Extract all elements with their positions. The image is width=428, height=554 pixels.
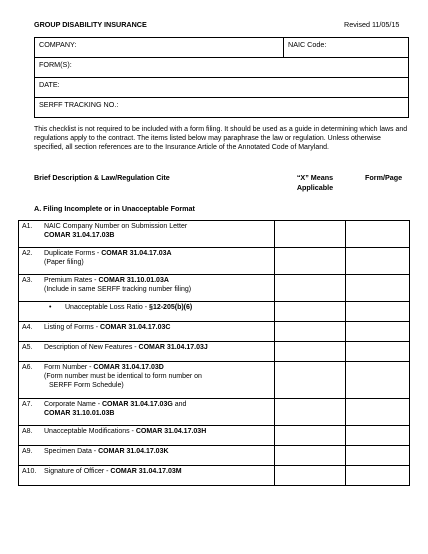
forms-field[interactable]: FORM(S):	[35, 58, 409, 78]
item-description	[19, 466, 275, 486]
applicable-cell[interactable]	[275, 221, 346, 248]
table-row	[19, 275, 410, 302]
table-row	[19, 322, 410, 342]
applicable-cell[interactable]	[275, 446, 346, 466]
item-note: (Form number must be identical to form number on	[44, 372, 202, 380]
serff-tracking-field[interactable]: SERFF TRACKING NO.:	[35, 98, 409, 118]
item-text: Specimen Data -	[44, 448, 99, 455]
item-cite: COMAR 31.04.17.03H	[135, 428, 207, 435]
company-field[interactable]: COMPANY:	[35, 38, 284, 58]
table-row	[19, 466, 410, 486]
item-number: A6.	[22, 364, 33, 371]
intro-paragraph: This checklist is not required to be included with a form filing. It should be used as a guide in determining which laws and regulations apply to the contract. The items listed below may paraphrase the law or regulation. Unless otherwise specified, all section references are to the Insurance Article of the Annotated Code of Maryland.	[34, 126, 408, 152]
table-row	[19, 426, 410, 446]
item-text: Signature of Officer -	[44, 468, 111, 475]
applicable-cell[interactable]	[275, 399, 346, 426]
form-page-cell[interactable]	[346, 342, 410, 362]
applicable-cell[interactable]	[275, 322, 346, 342]
filing-info-table	[34, 37, 409, 118]
item-text: Unacceptable Modifications -	[44, 428, 136, 435]
applicable-cell[interactable]	[275, 275, 346, 302]
item-cite: §12-205(b)(6)	[149, 304, 193, 311]
item-number: A3.	[22, 277, 33, 284]
table-row	[19, 248, 410, 275]
form-page-cell[interactable]	[346, 275, 410, 302]
revision-date: Revised 11/05/15	[344, 20, 400, 29]
item-number: A2.	[22, 250, 33, 257]
item-description	[19, 399, 275, 426]
bullet-icon: •	[49, 304, 52, 311]
table-row	[19, 399, 410, 426]
table-row	[19, 221, 410, 248]
item-text: NAIC Company Number on Submission Letter	[44, 223, 188, 230]
applicable-cell[interactable]	[275, 342, 346, 362]
naic-code-field[interactable]: NAIC Code:	[284, 38, 409, 58]
item-cite: COMAR 31.04.17.03A	[101, 250, 172, 257]
item-number: A1.	[22, 223, 33, 230]
document-title: GROUP DISABILITY INSURANCE	[34, 20, 147, 29]
item-note: (Paper filing)	[44, 258, 84, 266]
item-number: A9.	[22, 448, 33, 455]
item-number: A5.	[22, 344, 33, 351]
date-field[interactable]: DATE:	[35, 78, 409, 98]
form-page-cell[interactable]	[346, 446, 410, 466]
form-page-cell[interactable]	[346, 248, 410, 275]
applicable-cell[interactable]	[275, 302, 346, 322]
form-page-cell[interactable]	[346, 466, 410, 486]
x-means-line: “X” Means	[296, 173, 334, 182]
applicable-line: Applicable	[296, 183, 334, 192]
table-row	[19, 302, 410, 322]
form-page-cell[interactable]	[346, 302, 410, 322]
item-conjunction: and	[172, 401, 187, 408]
item-text: Description of New Features -	[44, 344, 139, 351]
applicable-cell[interactable]	[275, 362, 346, 399]
item-text: Unacceptable Loss Ratio -	[65, 304, 150, 311]
item-cite-secondary: COMAR 31.10.01.03B	[44, 409, 115, 417]
form-page-cell[interactable]	[346, 399, 410, 426]
item-cite: COMAR 31.10.01.03A	[98, 277, 169, 284]
form-page-cell[interactable]	[346, 426, 410, 446]
item-description	[19, 302, 275, 322]
applicable-cell[interactable]	[275, 466, 346, 486]
item-text: Form Number -	[44, 364, 94, 371]
table-row	[19, 446, 410, 466]
item-cite: COMAR 31.04.17.03G	[101, 401, 173, 408]
table-row	[19, 362, 410, 399]
item-description	[19, 275, 275, 302]
form-page-cell[interactable]	[346, 221, 410, 248]
item-description	[19, 322, 275, 342]
item-text: Premium Rates -	[44, 277, 99, 284]
item-description	[19, 426, 275, 446]
item-cite: COMAR 31.04.17.03K	[98, 448, 169, 455]
item-note: (Include in same SERFF tracking number filing)	[44, 285, 192, 293]
form-page-cell[interactable]	[346, 322, 410, 342]
item-text: Corporate Name -	[44, 401, 102, 408]
item-cite: COMAR 31.04.17.03C	[100, 324, 171, 331]
form-page-column-header: Form/Page	[365, 173, 403, 182]
item-description	[19, 221, 275, 248]
item-number: A7.	[22, 401, 33, 408]
item-description	[19, 362, 275, 399]
item-description	[19, 342, 275, 362]
item-text: Duplicate Forms -	[44, 250, 102, 257]
description-column-header: Brief Description & Law/Regulation Cite	[34, 173, 170, 182]
item-cite: COMAR 31.04.17.03D	[93, 364, 164, 371]
applicable-cell[interactable]	[275, 426, 346, 446]
item-note-continued: SERFF Form Schedule)	[49, 381, 124, 389]
item-cite: COMAR 31.04.17.03J	[138, 344, 208, 351]
item-text: Listing of Forms -	[44, 324, 101, 331]
item-number: A4.	[22, 324, 33, 331]
checklist-table	[18, 220, 410, 486]
item-number: A8.	[22, 428, 33, 435]
table-row	[19, 342, 410, 362]
item-description	[19, 446, 275, 466]
section-a-heading: A. Filing Incomplete or in Unacceptable Format	[34, 204, 195, 213]
x-means-applicable-header	[285, 173, 345, 193]
item-cite: COMAR 31.04.17.03B	[44, 231, 115, 239]
item-number: A10.	[22, 468, 37, 475]
form-page-cell[interactable]	[346, 362, 410, 399]
applicable-cell[interactable]	[275, 248, 346, 275]
item-description	[19, 248, 275, 275]
item-cite: COMAR 31.04.17.03M	[110, 468, 182, 475]
